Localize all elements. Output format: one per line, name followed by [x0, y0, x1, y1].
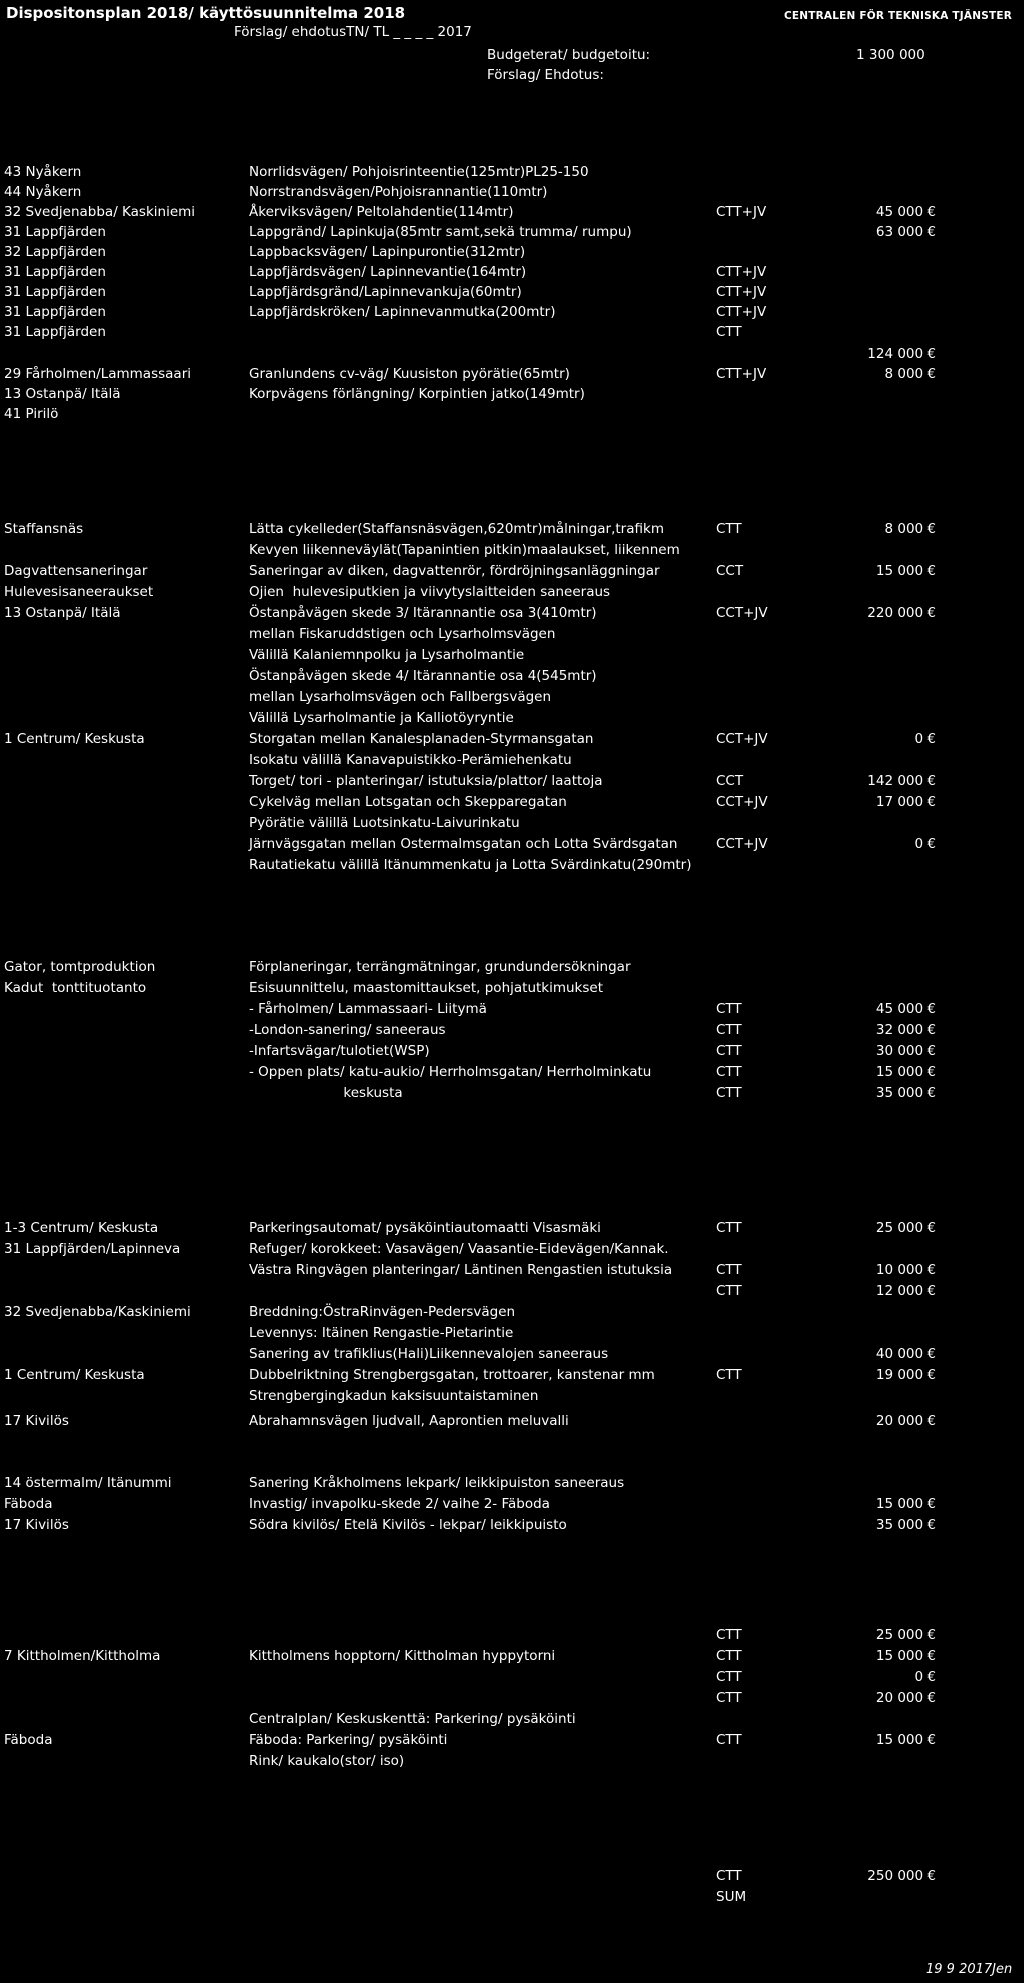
row-amount: 0 €	[914, 836, 936, 852]
row-amount: 220 000 €	[867, 605, 936, 621]
row-description: Lappfjärdsvägen/ Lapinnevantie(164mtr)	[249, 264, 527, 280]
row-description: Välillä Kalaniemnpolku ja Lysarholmantie	[249, 647, 525, 663]
row-description: Lappfjärdskröken/ Lapinnevanmutka(200mtr)	[249, 304, 556, 320]
row-area: 43 Nyåkern	[4, 164, 82, 180]
footer-date: 19 9 2017Jen	[926, 1962, 1013, 1977]
row-description: Södra kivilös/ Etelä Kivilös - lekpar/ leikkipuisto	[249, 1517, 567, 1533]
row-code: CTT+JV	[716, 204, 767, 220]
row-code: CCT+JV	[716, 731, 768, 747]
row-code: CCT+JV	[716, 605, 768, 621]
row-description: Östanpåvägen skede 4/ Itärannantie osa 4(545mtr)	[249, 668, 597, 684]
row-area: 31 Lappfjärden	[4, 324, 106, 340]
row-description: Strengbergingkadun kaksisuuntaistaminen	[249, 1388, 539, 1404]
row-description: Östanpåvägen skede 3/ Itärannantie osa 3(410mtr)	[249, 605, 597, 621]
row-area: 7 Kittholmen/Kittholma	[4, 1648, 161, 1664]
row-amount: 35 000 €	[875, 1517, 936, 1533]
row-code: CTT	[716, 1732, 742, 1748]
row-amount: 25 000 €	[875, 1220, 936, 1236]
row-area: Fäboda	[4, 1496, 53, 1512]
row-code: CTT	[716, 1022, 742, 1038]
row-description: keskusta	[249, 1085, 403, 1101]
row-description: Korpvägens förlängning/ Korpintien jatko(149mtr)	[249, 386, 585, 402]
row-code: CTT	[716, 1064, 742, 1080]
budgeted-value: 1 300 000	[856, 47, 925, 63]
row-code: CCT+JV	[716, 836, 768, 852]
row-area: 41 Pirilö	[4, 406, 59, 422]
row-code: CTT+JV	[716, 284, 767, 300]
row-description: Åkerviksvägen/ Peltolahdentie(114mtr)	[249, 204, 514, 220]
row-description: Lappgränd/ Lapinkuja(85mtr samt,sekä trumma/ rumpu)	[249, 224, 632, 240]
row-amount: 8 000 €	[884, 521, 936, 537]
row-amount: 17 000 €	[875, 794, 936, 810]
row-amount: 63 000 €	[875, 224, 936, 240]
row-amount: 8 000 €	[884, 366, 936, 382]
row-area: 1-3 Centrum/ Keskusta	[4, 1220, 159, 1236]
budgeted-label: Budgeterat/ budgetoitu:	[487, 47, 651, 63]
row-amount: 30 000 €	[875, 1043, 936, 1059]
row-description: mellan Fiskaruddstigen och Lysarholmsvägen	[249, 626, 556, 642]
row-area: Gator, tomtproduktion	[4, 959, 156, 975]
row-description: Pyörätie välillä Luotsinkatu-Laivurinkatu	[249, 815, 520, 831]
row-description: Centralplan/ Keskuskenttä: Parkering/ pysäköinti	[249, 1711, 576, 1727]
row-area: 32 Svedjenabba/ Kaskiniemi	[4, 204, 196, 220]
row-amount: 25 000 €	[875, 1627, 936, 1643]
row-area: 32 Lappfjärden	[4, 244, 106, 260]
row-description: mellan Lysarholmsvägen och Fallbergsvägen	[249, 689, 552, 705]
row-description: Lappbacksvägen/ Lapinpurontie(312mtr)	[249, 244, 526, 260]
row-area: Staffansnäs	[4, 521, 84, 537]
row-code: CTT	[716, 1690, 742, 1706]
row-description: Järnvägsgatan mellan Ostermalmsgatan och Lotta Svärdsgatan	[249, 836, 678, 852]
row-code: CCT	[716, 563, 744, 579]
row-amount: 12 000 €	[875, 1283, 936, 1299]
department-name: CENTRALEN FÖR TEKNISKA TJÄNSTER	[784, 10, 1012, 22]
page-title: Dispositonsplan 2018/ käyttösuunnitelma 2018	[6, 4, 406, 22]
row-area: 13 Ostanpä/ Itälä	[4, 605, 121, 621]
row-amount: 35 000 €	[875, 1085, 936, 1101]
row-area: 31 Lappfjärden	[4, 284, 106, 300]
row-description: Ojien hulevesiputkien ja viivytyslaitteiden saneeraus	[249, 584, 611, 600]
row-description: Invastig/ invapolku-skede 2/ vaihe 2- Fäboda	[249, 1496, 550, 1512]
row-code: CTT	[716, 1262, 742, 1278]
row-area: 1 Centrum/ Keskusta	[4, 731, 145, 747]
row-description: Granlundens cv-väg/ Kuusiston pyörätie(65mtr)	[249, 366, 570, 382]
row-amount: 124 000 €	[867, 346, 936, 362]
proposal-line: Förslag/ ehdotusTN/ TL _ _ _ _ 2017	[234, 24, 472, 40]
row-description: Torget/ tori - planteringar/ istutuksia/plattor/ laattoja	[249, 773, 603, 789]
row-code: CTT	[716, 1220, 742, 1236]
row-code: CTT	[716, 1627, 742, 1643]
row-amount: 15 000 €	[875, 1496, 936, 1512]
row-code: CTT+JV	[716, 264, 767, 280]
row-description: Västra Ringvägen planteringar/ Läntinen Rengastien istutuksia	[249, 1262, 673, 1278]
row-description: Rink/ kaukalo(stor/ iso)	[249, 1753, 405, 1769]
row-description: -Infartsvägar/tulotiet(WSP)	[249, 1043, 430, 1059]
row-code: CTT	[716, 1283, 742, 1299]
row-amount: 15 000 €	[875, 1732, 936, 1748]
row-area: 17 Kivilös	[4, 1517, 69, 1533]
row-description: Fäboda: Parkering/ pysäköinti	[249, 1732, 448, 1748]
row-description: Saneringar av diken, dagvattenrör, fördröjningsanläggningar	[249, 563, 660, 579]
row-amount: 15 000 €	[875, 563, 936, 579]
row-description: Dubbelriktning Strengbergsgatan, trottoarer, kanstenar mm	[249, 1367, 655, 1383]
row-code: CTT	[716, 1669, 742, 1685]
row-description: Levennys: Itäinen Rengastie-Pietarintie	[249, 1325, 514, 1341]
row-code: CCT+JV	[716, 794, 768, 810]
row-description: - Oppen plats/ katu-aukio/ Herrholmsgatan/ Herrholminkatu	[249, 1064, 652, 1080]
row-area: 31 Lappfjärden/Lapinneva	[4, 1241, 181, 1257]
row-area: 31 Lappfjärden	[4, 264, 106, 280]
row-amount: 45 000 €	[875, 204, 936, 220]
row-amount: 15 000 €	[875, 1648, 936, 1664]
row-code: CCT	[716, 773, 744, 789]
row-amount: 20 000 €	[875, 1413, 936, 1429]
row-area: 32 Svedjenabba/Kaskiniemi	[4, 1304, 191, 1320]
row-amount: 250 000 €	[867, 1868, 936, 1884]
row-amount: 0 €	[914, 731, 936, 747]
row-area: 29 Fårholmen/Lammassaari	[4, 366, 191, 382]
row-area: 44 Nyåkern	[4, 184, 82, 200]
row-area: 31 Lappfjärden	[4, 224, 106, 240]
row-area: Kadut tonttituotanto	[4, 980, 147, 996]
row-amount: 142 000 €	[867, 773, 936, 789]
row-description: Förplaneringar, terrängmätningar, grundundersökningar	[249, 959, 631, 975]
row-description: Breddning:ÖstraRinvägen-Pedersvägen	[249, 1304, 516, 1320]
proposal-label: Förslag/ Ehdotus:	[487, 67, 604, 83]
row-area: 1 Centrum/ Keskusta	[4, 1367, 145, 1383]
row-code: CTT	[716, 1085, 742, 1101]
row-area: 31 Lappfjärden	[4, 304, 106, 320]
row-amount: 45 000 €	[875, 1001, 936, 1017]
row-amount: 20 000 €	[875, 1690, 936, 1706]
row-description: Lappfjärdsgränd/Lapinnevankuja(60mtr)	[249, 284, 522, 300]
row-description: Cykelväg mellan Lotsgatan och Skepparegatan	[249, 794, 567, 810]
row-code: SUM	[716, 1889, 747, 1905]
row-code: CTT	[716, 1001, 742, 1017]
row-code: CTT	[716, 1868, 742, 1884]
row-area: 13 Ostanpä/ Itälä	[4, 386, 121, 402]
row-area: Hulevesisaneeraukset	[4, 584, 154, 600]
row-description: -London-sanering/ saneeraus	[249, 1022, 446, 1038]
row-area: 14 östermalm/ Itänummi	[4, 1475, 172, 1491]
row-code: CTT	[716, 324, 742, 340]
row-code: CTT	[716, 521, 742, 537]
row-code: CTT	[716, 1367, 742, 1383]
row-description: Parkeringsautomat/ pysäköintiautomaatti Visasmäki	[249, 1220, 601, 1236]
row-area: Dagvattensaneringar	[4, 563, 148, 579]
row-area: Fäboda	[4, 1732, 53, 1748]
row-code: CTT	[716, 1043, 742, 1059]
row-description: Välillä Lysarholmantie ja Kalliotöyryntie	[249, 710, 514, 726]
row-description: Rautatiekatu välillä Itänummenkatu ja Lotta Svärdinkatu(290mtr)	[249, 857, 692, 873]
row-description: Isokatu välillä Kanavapuistikko-Perämiehenkatu	[249, 752, 572, 768]
row-code: CTT+JV	[716, 304, 767, 320]
row-description: Kevyen liikenneväylät(Tapanintien pitkin)maalaukset, liikennem	[249, 542, 680, 558]
row-code: CTT+JV	[716, 366, 767, 382]
row-description: Sanering av trafiklius(Hali)Liikennevalojen saneeraus	[249, 1346, 609, 1362]
row-amount: 0 €	[914, 1669, 936, 1685]
row-area: 17 Kivilös	[4, 1413, 69, 1429]
row-amount: 10 000 €	[875, 1262, 936, 1278]
row-description: Esisuunnittelu, maastomittaukset, pohjatutkimukset	[249, 980, 604, 996]
row-description: Norrlidsvägen/ Pohjoisrinteentie(125mtr)PL25-150	[249, 164, 589, 180]
row-code: CTT	[716, 1648, 742, 1664]
row-description: Lätta cykelleder(Staffansnäsvägen,620mtr)målningar,trafikm	[249, 521, 664, 537]
row-description: Norrstrandsvägen/Pohjoisrannantie(110mtr)	[249, 184, 548, 200]
row-description: Abrahamnsvägen ljudvall, Aaprontien meluvalli	[249, 1413, 569, 1429]
row-amount: 40 000 €	[875, 1346, 936, 1362]
row-amount: 15 000 €	[875, 1064, 936, 1080]
row-description: Storgatan mellan Kanalesplanaden-Styrmansgatan	[249, 731, 594, 747]
row-description: Kittholmens hopptorn/ Kittholman hyppytorni	[249, 1648, 556, 1664]
row-description: - Fårholmen/ Lammassaari- Liitymä	[249, 1001, 487, 1017]
row-amount: 32 000 €	[875, 1022, 936, 1038]
row-description: Refuger/ korokkeet: Vasavägen/ Vaasantie-Eidevägen/Kannak.	[249, 1241, 669, 1257]
row-description: Sanering Kråkholmens lekpark/ leikkipuiston saneeraus	[249, 1475, 625, 1491]
row-amount: 19 000 €	[875, 1367, 936, 1383]
